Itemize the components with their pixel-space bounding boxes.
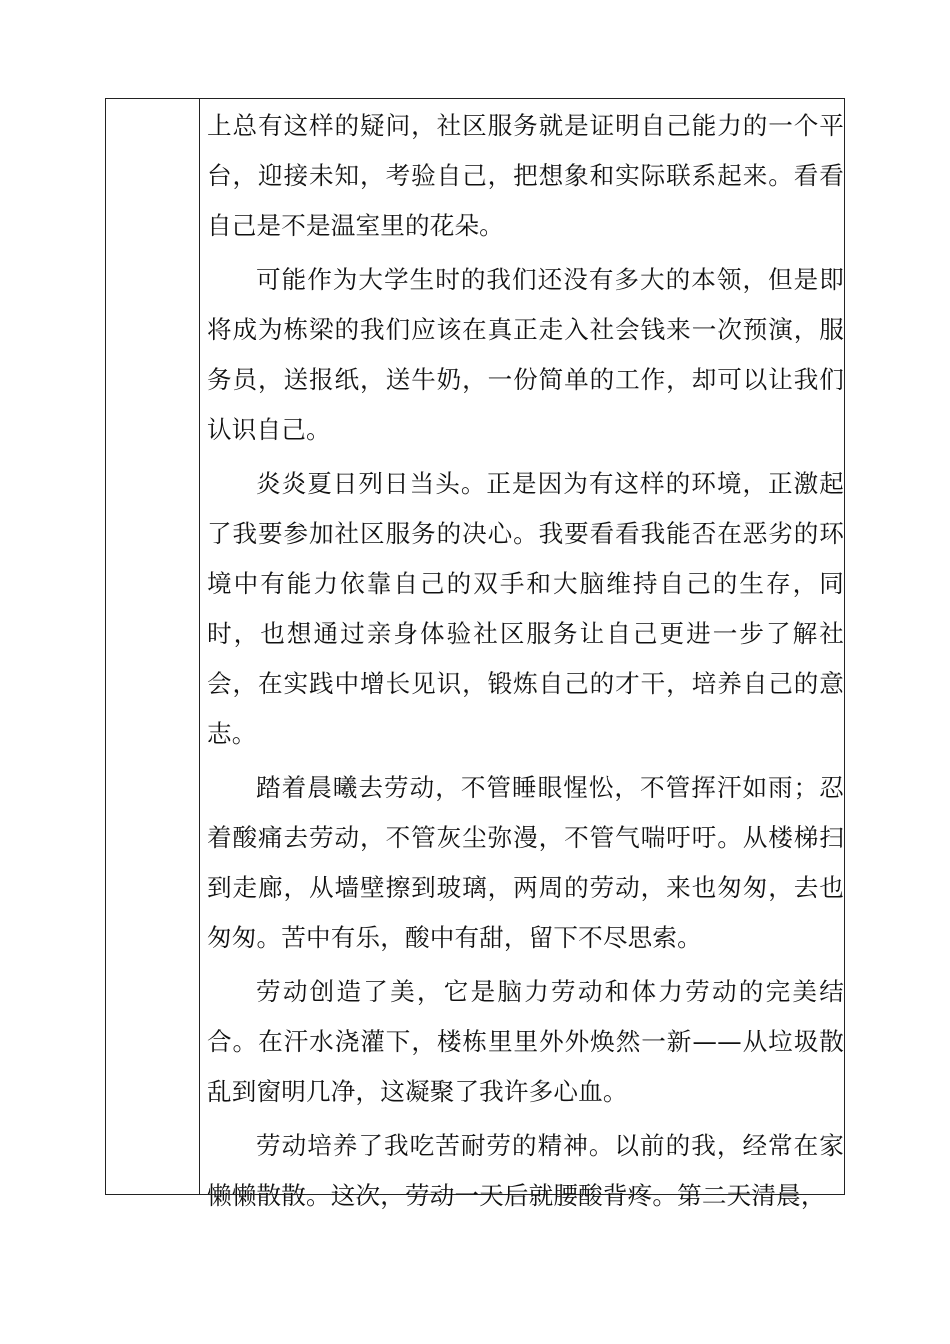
paragraph: 劳动创造了美，它是脑力劳动和体力劳动的完美结合。在汗水浇灌下，楼栋里里外外焕然一新——从垃圾散乱到窗明几净，这凝聚了我许多心血。 [207,977,844,1106]
paragraph: 可能作为大学生时的我们还没有多大的本领，但是即将成为栋梁的我们应该在真正走入社会钱来一次预演，服务员，送报纸，送牛奶，一份简单的工作，却可以让我们认识自己。 [207,265,844,444]
content-table [105,98,845,1210]
content-column-cell [201,99,844,1210]
paragraph: 炎炎夏日列日当头。正是因为有这样的环境，正激起了我要参加社区服务的决心。我要看看我能否在恶劣的环境中有能力依靠自己的双手和大脑维持自己的生存，同时，也想通过亲身体验社区服务让自己更进一步了解社会，在实践中增长见识，锻炼自己的才干，培养自己的意志。 [207,469,844,748]
paragraph: 踏着晨曦去劳动，不管睡眼惺忪，不管挥汗如雨；忍着酸痛去劳动，不管灰尘弥漫，不管气喘吁吁。从楼梯扫到走廊，从墙壁擦到玻璃，两周的劳动，来也匆匆，去也匆匆。苦中有乐，酸中有甜，留下不尽思索。 [207,773,844,952]
paragraph-continued: 上总有这样的疑问，社区服务就是证明自己能力的一个平台，迎接未知，考验自己，把想象和实际联系起来。看看自己是不是温室里的花朵。 [207,111,844,240]
paragraph: 劳动培养了我吃苦耐劳的精神。以前的我，经常在家懒懒散散。这次，劳动一天后就腰酸背疼。第二天清晨， [207,1131,844,1210]
label-column-cell [106,99,200,1194]
